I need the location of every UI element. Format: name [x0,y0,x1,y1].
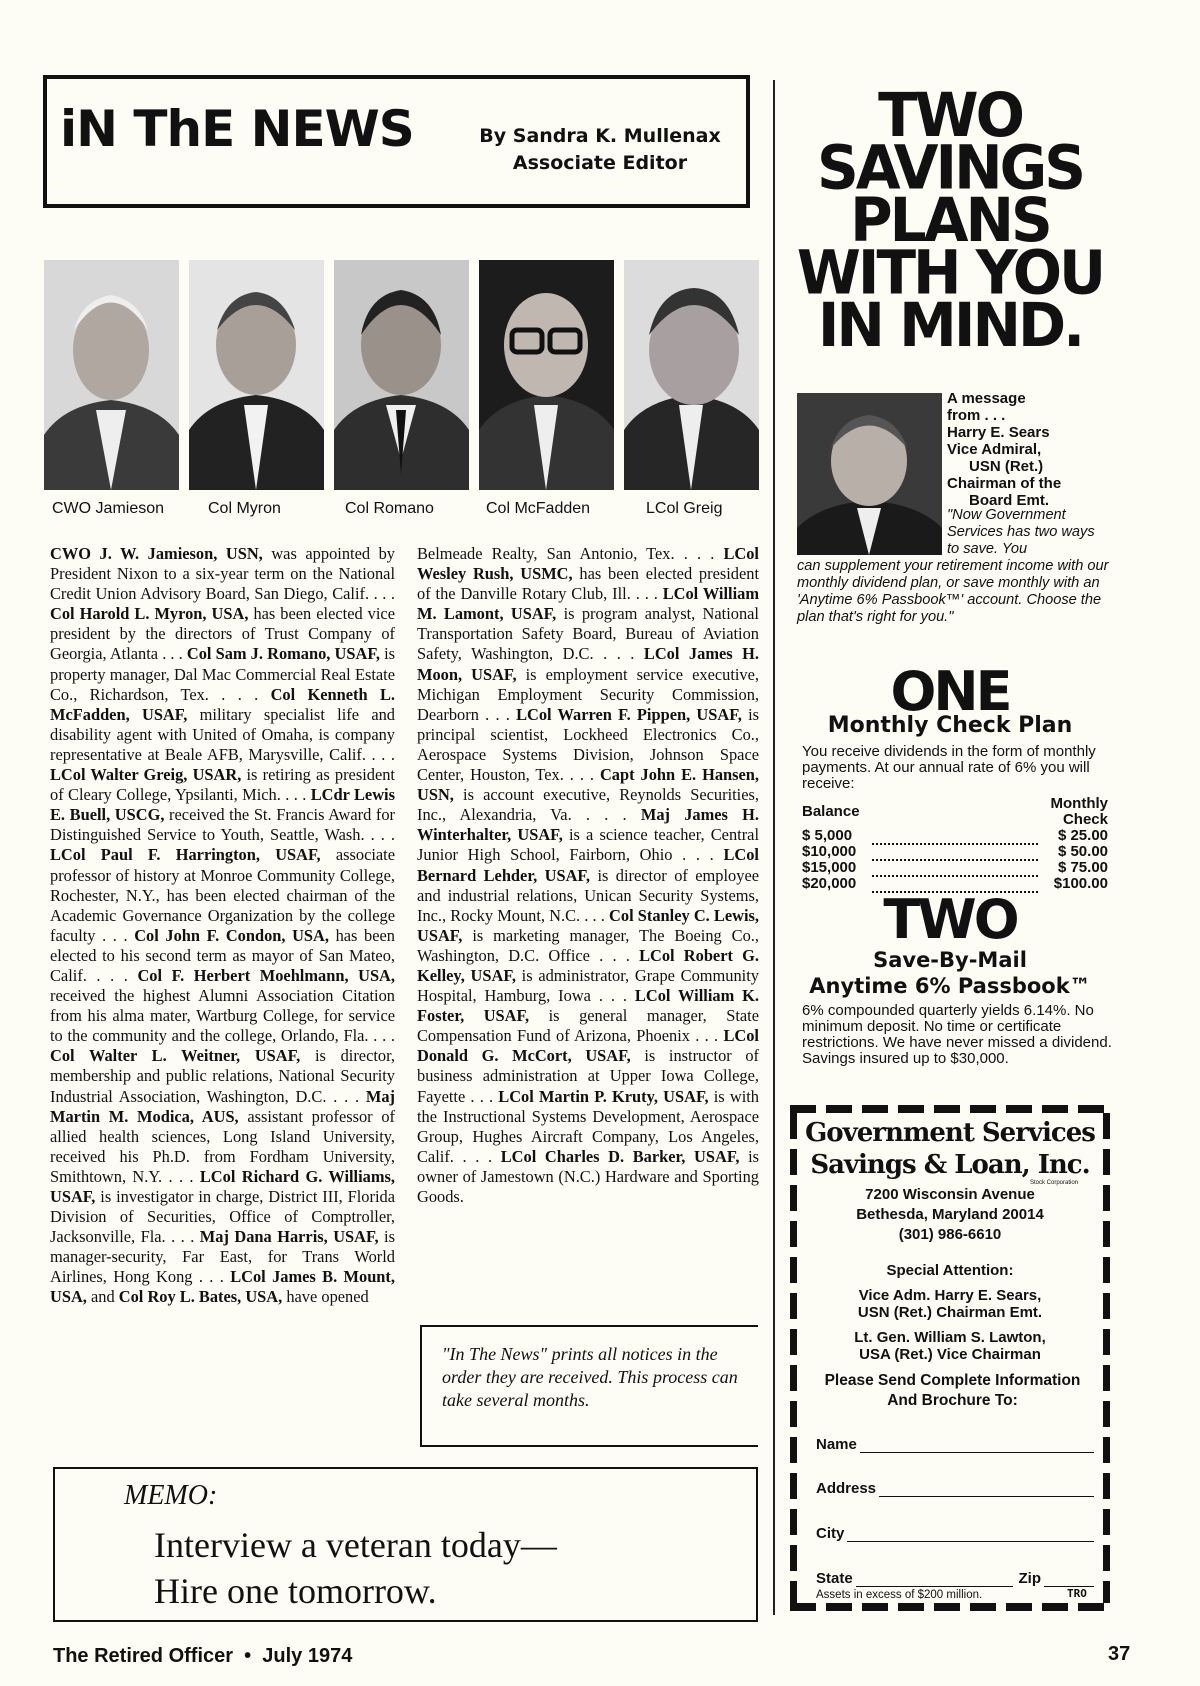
field-label: Name [816,1436,857,1453]
portrait-photo [189,260,324,490]
ad-headline-line: WITH YOU [796,236,1104,309]
field-label: State [816,1570,853,1587]
notice-text: is principal scientist, Lockheed Electronics Co., Aerospace Systems Division, Johnson Space Center, Houston, Tex. . . . [417,704,760,785]
person-name: Maj Martin M. Modica, AUS, [50,1086,395,1126]
check-cell: $100.00 [1053,875,1108,892]
article-column-1 [50,544,395,1308]
notice-text: Belmeade Realty, San Antonio, Tex. . . . [417,544,724,563]
person-name: LCol William M. Lamont, USAF, [417,584,759,624]
field-label: Address [816,1480,877,1497]
notice-text: is a science teacher, Central Junior High School, Fairborn, Ohio . . . [417,825,759,865]
table-header: Balance [802,803,860,820]
table-row [802,828,1108,844]
person-name: Col Roy L. Bates, USA, [118,1287,283,1307]
state-zip-field[interactable] [816,1570,1094,1587]
coupon-border-right [1103,1113,1110,1603]
notice-text: is general manager, State Compensation Fund of Arizona, Phoenix . . . [417,1006,759,1046]
portrait-image [189,260,324,490]
company-name-line-2: Savings & Loan, Inc. [810,1150,1090,1180]
person-name: LCol Warren F. Pippen, USAF, [516,704,742,724]
person-name: Col Kenneth L. McFadden, USAF, [50,684,396,724]
plan-two-description: 6% compounded quarterly yields 6.14%. No minimum deposit. No time or certificate restrictions. We have never missed a dividend. Savings insured up to $30,000. [802,1002,1112,1067]
notice-text: is property manager, Dal Mac Commercial Real Estate Co., Richardson, Tex. . . . [50,644,396,704]
ad-headline-line: PLANS [850,184,1050,256]
person-name: LCol Charles D. Barker, USAF, [500,1146,740,1166]
person-name: Col John F. Condon, USA, [134,925,329,945]
plan-two-title-line: Save-By-Mail [873,948,1027,972]
notice-text: have opened [282,1287,369,1307]
coupon-border-left [790,1113,797,1603]
article-column-2 [417,544,759,1207]
person-name: LCol Walter Greig, USAR, [50,765,242,785]
plan-two-title [780,947,1120,999]
memo-label: MEMO: [124,1480,218,1511]
portrait-photo [334,260,469,490]
notice-text: and [86,1287,119,1307]
photo-caption: Col McFadden [486,500,591,517]
balance-cell: $20,000 [802,875,857,892]
intro-line: Board Emt. [969,492,1050,509]
portrait-photo [479,260,614,490]
notice-text: has been elected vice president by the directors of Trust Company of Georgia, Atlanta . . . [50,604,395,664]
ad-headline-line: SAVINGS [816,131,1084,204]
person-name: Col Walter L. Weitner, USAF, [50,1046,301,1066]
portrait-photo [624,260,759,490]
intro-line: Chairman of the [947,475,1062,492]
page-number: 37 [1108,1643,1131,1665]
coupon-border-bottom [790,1603,1110,1611]
person-name: LCol Robert G. Kelley, USAF, [417,945,759,985]
byline-author: By Sandra K. Mullenax [479,125,721,147]
notice-text: is marketing manager, The Boeing Co., Washington, D.C. Office . . . [417,925,759,965]
person-name: LCol William K. Foster, USAF, [417,986,759,1026]
person-name: Capt John E. Hansen, USN, [417,765,760,805]
notice-text: is account executive, Reynolds Securities, Inc., Alexandria, Va. . . . [417,785,759,825]
field-line[interactable] [1044,1572,1094,1587]
send-line: And Brochure To: [887,1392,1018,1409]
portrait-image [44,260,179,490]
ad-headline-line: TWO [878,79,1022,151]
table-header: Monthly Check [1050,795,1108,828]
field-line[interactable] [856,1572,1013,1587]
notice-text: was appointed by President Nixon to a six-year term on the National Credit Union Advisory Board, San Diego, Calif. . . . [50,544,395,604]
person-name: LCol Richard G. Williams, USAF, [50,1166,395,1206]
notice-text: is instructor of business administration at Upper Iowa College, Fayette . . . [417,1046,760,1106]
intro-line: USN (Ret.) [969,458,1044,475]
portrait-image [334,260,469,490]
notice-text: is administrator, Grape Community Hospital, Hamburg, Iowa . . . [417,965,759,1006]
plan-one-description: You receive dividends in the form of monthly payments. At our annual rate of 6% you will receive: [802,743,1096,792]
address-line: Bethesda, Maryland 20014 [856,1206,1044,1223]
notice-text: is investigator in charge, District III, Florida Division of Securities, Office of Comptroller, Jacksonville, Fla. . . . [50,1187,395,1247]
attention-line: Lt. Gen. William S. Lawton, [854,1329,1046,1346]
notice-text: is program analyst, National Transportation Safety Board, Bureau of Aviation Safety, Washington, D.C. . . . [417,604,759,664]
notice-text: is with the Instructional Systems Development, Aerospace Group, Hughes Aircraft Company, Los Angeles, Calif. . . . [417,1086,759,1166]
person-name: Maj Dana Harris, USAF, [199,1227,379,1247]
intro-line: A message [947,390,1026,407]
stock-corporation-note: Stock Corporation [1030,1180,1079,1186]
notice-text: military specialist life and disability agent with United of Omaha, is company representative at Beale AFB, Marysville, Calif. . . . [50,704,395,764]
person-name: Col Sam J. Romano, USAF, [186,644,380,664]
memo-line-1: Interview a veteran today— [154,1525,557,1565]
intro-line: from . . . [947,407,1006,424]
photo-caption: Col Romano [345,500,434,517]
person-name: LCol Martin P. Kruty, USAF, [498,1086,709,1106]
coupon-border-top [790,1105,1110,1113]
plan-one-number: ONE [890,660,1010,723]
person-name: LCol James H. Moon, USAF, [417,644,759,684]
field-line[interactable] [879,1482,1094,1497]
person-name: LCol James B. Mount, USA, [50,1267,395,1307]
notice-text: has been elected to his second term as mayor of San Mateo, Calif. . . . [50,925,395,985]
person-name: LCol Wesley Rush, USMC, [417,544,759,584]
person-name: CWO J. W. Jamieson, USN, [50,544,263,563]
person-name: Maj James H. Winterhalter, USAF, [417,805,759,845]
check-cell: $ 75.00 [1057,859,1108,876]
memo-line-2: Hire one tomorrow. [154,1571,437,1611]
balance-cell: $15,000 [802,859,857,876]
portrait-photo [44,260,179,490]
balance-cell: $ 5,000 [802,827,853,844]
ad-quote-start: "Now Government Services has two ways to save. You [947,507,1095,557]
send-request [805,1371,1100,1411]
company-address [800,1185,1100,1245]
plan-two-number: TWO [883,888,1017,951]
notice-text: is director, membership and public relations, National Security Industrial Association, Washington, D.C. . . . [50,1046,395,1106]
editor-notice: "In The News" prints all notices in the order they are received. This process can take several months. [420,1325,758,1447]
portrait-image [624,260,759,490]
send-line: Please Send Complete Information [824,1372,1081,1389]
footer-publication: The Retired Officer • July 1974 [53,1645,353,1667]
photo-caption: Col Myron [208,500,281,517]
notice-text: associate professor of history at Monroe Community College, Rochester, N.Y., has been elected chairman of the Academic Governance Organization by the college faculty . . . [50,845,395,945]
ad-headline [780,79,1120,361]
sears-portrait [797,393,942,555]
special-attention [800,1262,1100,1363]
check-cell: $ 25.00 [1057,827,1108,844]
notice-text: received the highest Alumni Association Citation from his alma mater, Wartburg College, for service to the community and the college, Orlando, Fla. . . . [50,986,395,1046]
notice-text: is manager-security, Far East, for Trans World Airlines, Hong Kong . . . [50,1227,395,1287]
notice-text: has been elected president of the Danville Rotary Club, Ill. . . . [417,564,759,604]
intro-line: Harry E. Sears [947,424,1050,441]
balance-cell: $10,000 [802,843,857,860]
phone-number: (301) 986-6610 [898,1226,1002,1243]
notice-text: is retiring as president of Cleary College, Ypsilanti, Mich. . . . [50,765,395,805]
plan-two-title-line: Anytime 6% Passbook™ [809,974,1091,998]
city-field[interactable] [816,1525,1094,1542]
person-name: Col Stanley C. Lewis, USAF, [417,905,760,945]
column-title: iN ThE NEWS [60,100,414,158]
check-cell: $ 50.00 [1057,843,1108,860]
notice-text: assistant professor of allied health sciences, Long Island University, received his Ph.D. from Fordham University, Smithtown, N.Y. . . . [50,1106,395,1186]
field-label: Zip [1018,1570,1041,1587]
address-line: 7200 Wisconsin Avenue [865,1186,1035,1203]
byline [470,123,730,177]
attention-line: USN (Ret.) Chairman Emt. [857,1304,1043,1321]
portrait-image [479,260,614,490]
name-field[interactable] [816,1436,1094,1453]
ad-message-intro [947,390,1061,509]
monthly-check-table [802,796,1108,893]
ad-quote-end: can supplement your retirement income with our monthly dividend plan, or save monthly with an 'Anytime 6% Passbook™' account. Choose the plan that's right for you." [797,558,1109,625]
notice-text: is employment service executive, Michigan Employment Security Commission, Dearborn . . . [417,664,759,724]
coupon-code: TRO [1067,1587,1087,1600]
notice-text: is director of employee and industrial relations, Unican Security Systems, Inc., Rocky Mount, N.C. . . . [417,865,759,925]
intro-line: Vice Admiral, [947,441,1042,458]
byline-role: Associate Editor [512,152,688,174]
field-line[interactable] [860,1438,1094,1453]
table-row [802,860,1108,876]
notice-text: received the St. Francis Award for Distinguished Service to Youth, Seattle, Wash. . . . [50,805,396,845]
attention-line: USA (Ret.) Vice Chairman [859,1346,1041,1363]
notice-text: is owner of Jamestown (N.C.) Hardware and Sporting Goods. [417,1146,760,1206]
assets-note: Assets in excess of $200 million. [816,1589,983,1601]
column-divider [773,80,775,1615]
attention-line: Vice Adm. Harry E. Sears, [858,1287,1042,1304]
field-line[interactable] [847,1527,1094,1542]
photo-caption: LCol Greig [646,500,723,517]
portrait-image [797,393,942,555]
person-name: LCol Donald G. McCort, USAF, [417,1026,759,1066]
person-name: LCol Paul F. Harrington, USAF, [50,845,321,865]
ad-headline-line: IN MIND. [817,289,1083,361]
company-name-line-1: Government Services [805,1118,1095,1148]
table-row [802,844,1108,860]
address-field[interactable] [816,1480,1094,1497]
person-name: Col Harold L. Myron, USA, [50,604,249,624]
attention-title: Special Attention: [886,1262,1014,1279]
field-label: City [816,1525,845,1542]
plan-one-title: Monthly Check Plan [827,713,1073,738]
photo-caption: CWO Jamieson [52,500,165,517]
person-name: LCdr Lewis E. Buell, USCG, [50,785,395,825]
person-name: LCol Bernard Lehder, USAF, [417,845,759,885]
person-name: Col F. Herbert Moehlmann, USA, [137,965,395,985]
